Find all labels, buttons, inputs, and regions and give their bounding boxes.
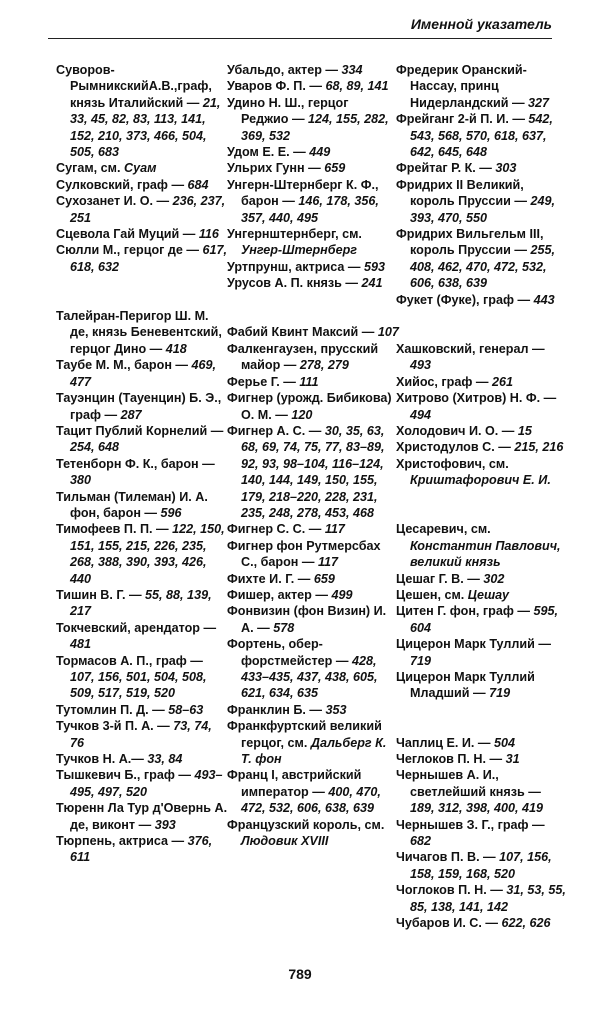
index-entry: [396, 521, 568, 570]
index-entry: [56, 702, 228, 718]
entry-pages: 499: [331, 587, 353, 602]
entry-pages: 73, 74, 76: [70, 719, 212, 750]
index-entry: [396, 735, 568, 751]
entry-pages: 302: [483, 571, 505, 586]
section-gap: [396, 308, 568, 341]
entry-name: Чеглоков П. Н. —: [396, 752, 506, 767]
entry-name: Тацит Публий Корнелий —: [56, 423, 224, 438]
entry-pages: 261: [491, 374, 513, 389]
entry-pages: 21, 33, 45, 82, 83, 113, 141, 152, 210, 373, 466, 504, 505, 683: [70, 95, 221, 160]
entry-name: Тучков Н. А.—: [56, 752, 148, 767]
running-header: Именной указатель: [410, 16, 552, 32]
entry-pages: 682: [410, 834, 432, 849]
entry-pages: 107: [377, 325, 399, 340]
entry-pages: 593: [363, 259, 385, 274]
entry-pages: 380: [70, 473, 92, 488]
entry-name: Цитен Г. фон, граф —: [396, 604, 534, 619]
page-number: 789: [288, 966, 312, 982]
entry-name: Сулковский, граф —: [56, 177, 188, 192]
entry-name: Сугам, см.: [56, 161, 124, 176]
index-entry: [227, 423, 399, 521]
index-entry: [227, 95, 399, 144]
entry-name: Сцевола Гай Муций —: [56, 227, 199, 242]
entry-pages: Суам: [123, 161, 157, 176]
entry-name: Фрейганг 2-й П. И. —: [396, 112, 529, 127]
index-entry: [396, 587, 568, 603]
index-entry: [227, 538, 399, 571]
index-entry: [227, 62, 399, 78]
entry-pages: 481: [70, 637, 92, 652]
entry-name: Цешен, см.: [396, 587, 468, 602]
index-entry: [227, 636, 399, 702]
entry-name: Чоглоков П. Н. —: [396, 883, 507, 898]
entry-name: Фишер, актер —: [227, 587, 332, 602]
index-entry: [56, 423, 228, 456]
index-entry: [396, 177, 568, 226]
index-entry: [396, 111, 568, 160]
index-entry: [56, 767, 228, 800]
entry-name: Фонвизин (фон Визин) И. А. —: [227, 604, 387, 635]
index-entry: [396, 571, 568, 587]
entry-pages: 595, 604: [410, 604, 559, 635]
entry-pages: 241: [361, 276, 383, 291]
index-entry: [396, 849, 568, 882]
entry-pages: 124, 155, 282, 369, 532: [241, 112, 389, 143]
entry-pages: 255, 408, 462, 470, 472, 532, 606, 638, 639: [410, 243, 556, 291]
index-entry: [227, 571, 399, 587]
entry-pages: 469, 477: [70, 358, 217, 389]
index-entry: [227, 521, 399, 537]
index-entry: [396, 603, 568, 636]
index-entry: [227, 78, 399, 94]
section-gap: [227, 292, 399, 325]
entry-name: Цицерон Марк Туллий Младший —: [396, 670, 535, 701]
entry-name: Тучков 3-й П. А. —: [56, 719, 174, 734]
entry-name: Тюренн Ла Тур д'Овернь А. де, виконт —: [56, 801, 228, 832]
entry-pages: 58–63: [168, 702, 204, 717]
index-entry: [227, 324, 399, 340]
entry-name: Фрейтаг Р. К. —: [396, 161, 496, 176]
index-entry: [56, 489, 228, 522]
entry-pages: 353: [325, 702, 347, 717]
entry-name: Сюлли М., герцог де —: [56, 243, 203, 258]
index-entry: [396, 751, 568, 767]
entry-pages: Дальберг К. Т. фон: [241, 735, 387, 767]
entry-pages: 249, 393, 470, 550: [410, 194, 556, 225]
entry-pages: 15: [517, 423, 532, 438]
entry-pages: 449: [309, 145, 331, 160]
entry-pages: 111: [299, 374, 319, 389]
entry-name: Франц I, австрийский император —: [227, 768, 362, 799]
index-entry: [56, 62, 228, 160]
entry-name: Фабий Квинт Максий —: [227, 325, 378, 340]
entry-pages: 493–495, 497, 520: [70, 768, 223, 799]
entry-name: Хийос, граф —: [396, 374, 492, 389]
index-entry: [56, 193, 228, 226]
index-entry: [227, 718, 399, 767]
entry-name: Суворов-РымникскийА.В.,граф, князь Италийский —: [56, 63, 212, 110]
entry-name: Сухозанет И. О. —: [56, 194, 173, 209]
entry-name: Фукет (Фуке), граф —: [396, 292, 534, 307]
entry-name: Хитрово (Хитров) Н. Ф. —: [396, 391, 557, 406]
index-entry: [56, 751, 228, 767]
entry-pages: Константин Павлович, великий князь: [410, 538, 561, 570]
index-entry: [56, 242, 228, 275]
index-entry: [56, 587, 228, 620]
index-entry: [396, 456, 568, 489]
index-entry: [56, 833, 228, 866]
entry-name: Фалкенгаузен, прусский майор —: [227, 341, 379, 373]
index-entry: [56, 177, 228, 193]
entry-name: Чернышев А. И., светлейший князь —: [396, 768, 541, 799]
entry-pages: 303: [495, 161, 517, 176]
entry-pages: 254, 648: [70, 440, 120, 455]
index-entry: [396, 817, 568, 850]
entry-name: Токчевский, арендатор —: [56, 620, 217, 635]
index-entry: [227, 374, 399, 390]
entry-pages: 287: [120, 407, 142, 422]
entry-pages: 659: [324, 161, 346, 176]
index-entry: [56, 653, 228, 702]
index-entry: [396, 669, 568, 702]
entry-pages: 418: [165, 341, 187, 356]
entry-pages: 189, 312, 398, 400, 419: [410, 801, 544, 816]
entry-name: Фридрих Вильгельм III, король Пруссии —: [396, 227, 544, 258]
entry-pages: 596: [160, 505, 182, 520]
entry-name: Цешаг Г. В. —: [396, 571, 484, 586]
index-entry: [227, 341, 399, 374]
entry-pages: 278, 279: [299, 358, 349, 373]
entry-pages: 443: [533, 292, 555, 307]
index-entry: [227, 144, 399, 160]
index-entry: [227, 160, 399, 176]
index-entry: [227, 390, 399, 423]
entry-pages: Криштафорович Е. И.: [410, 473, 551, 488]
entry-name: Франкфуртский великий герцог, см.: [227, 719, 382, 750]
index-entry: [227, 275, 399, 291]
entry-pages: 117: [317, 555, 339, 570]
index-entry: [227, 259, 399, 275]
entry-name: Фридрих II Великий, король Пруссии —: [396, 177, 531, 209]
entry-pages: 617, 618, 632: [70, 243, 227, 274]
entry-pages: 719: [410, 653, 432, 668]
entry-name: Тауэнцин (Тауенцин) Б. Э., граф —: [56, 391, 222, 422]
index-entry: [227, 767, 399, 816]
index-entry: [227, 603, 399, 636]
entry-name: Фигнер (урожд. Бибикова) О. М. —: [227, 391, 392, 422]
index-entry: [56, 521, 228, 587]
entry-pages: 33, 84: [147, 752, 183, 767]
index-entry: [56, 456, 228, 489]
entry-pages: 120: [291, 407, 313, 422]
entry-pages: 684: [187, 177, 209, 192]
entry-pages: 107, 156, 501, 504, 508, 509, 517, 519, 520: [70, 670, 207, 701]
entry-pages: 215, 216: [514, 440, 564, 455]
entry-name: Тильман (Тилеман) И. А. фон, барон —: [56, 489, 208, 520]
entry-pages: 504: [493, 735, 515, 750]
entry-pages: 116: [198, 227, 219, 242]
entry-name: Убальдо, актер —: [227, 63, 342, 77]
section-gap: [396, 702, 568, 735]
index-entry: [396, 915, 568, 931]
entry-name: Христодулов С. —: [396, 440, 515, 455]
index-column-2: [227, 62, 399, 849]
entry-pages: 393: [154, 817, 176, 832]
entry-pages: 493: [410, 358, 432, 373]
entry-pages: 622, 626: [501, 916, 551, 931]
entry-name: Холодович И. О. —: [396, 423, 518, 438]
index-entry: [56, 800, 228, 833]
entry-name: Ульрих Гунн —: [227, 161, 325, 176]
entry-name: Удино Н. Ш., герцог Реджио —: [227, 95, 349, 127]
entry-name: Цесаревич, см.: [396, 522, 491, 537]
entry-name: Фихте И. Г. —: [227, 571, 314, 586]
entry-name: Чаплиц Е. И. —: [396, 735, 494, 750]
entry-name: Фигнер А. С. —: [227, 423, 325, 438]
section-gap: [56, 275, 228, 308]
header-rule: [48, 38, 552, 39]
entry-name: Хашковский, генерал —: [396, 341, 545, 356]
index-entry: [227, 226, 399, 259]
entry-name: Унгерн-Штернберг К. Ф., барон —: [227, 177, 379, 209]
entry-name: Таубе М. М., барон —: [56, 358, 192, 373]
index-entry: [396, 390, 568, 423]
entry-pages: 494: [410, 407, 432, 422]
index-entry: [56, 718, 228, 751]
entry-name: Фигнер фон Рутмерсбах С., барон —: [227, 538, 381, 570]
entry-pages: 334: [341, 63, 363, 77]
entry-pages: 31, 53, 55, 85, 138, 141, 142: [410, 883, 566, 914]
entry-pages: 542, 543, 568, 570, 618, 637, 642, 645, 648: [410, 112, 553, 160]
index-entry: [56, 308, 228, 357]
entry-name: Тимофеев П. П. —: [56, 522, 173, 537]
entry-name: Франклин Б. —: [227, 702, 326, 717]
index-entry: [56, 160, 228, 176]
index-column-1: [56, 62, 228, 866]
index-entry: [227, 177, 399, 226]
index-entry: [396, 636, 568, 669]
entry-name: Тутомлин П. Д. —: [56, 702, 169, 717]
entry-pages: 30, 35, 63, 68, 69, 74, 75, 77, 83–89, 92, 93, 98–104, 116–124, 140, 144, 149, 150, 155, 179, 218–220, 228, 231, 235, 248, 278, 453, 468: [241, 423, 385, 520]
entry-pages: 107, 156, 158, 159, 168, 520: [410, 850, 552, 881]
entry-pages: 659: [313, 571, 335, 586]
entry-pages: 31: [505, 752, 520, 767]
index-entry: [396, 62, 568, 111]
entry-name: Цицерон Марк Туллий —: [396, 637, 551, 652]
entry-name: Талейран-Перигор Ш. М. де, князь Беневентский, герцог Дино —: [56, 309, 222, 356]
entry-pages: 327: [528, 95, 550, 110]
index-entry: [396, 292, 568, 308]
index-entry: [56, 390, 228, 423]
index-entry: [396, 374, 568, 390]
index-entry: [227, 587, 399, 603]
entry-pages: Цешау: [467, 587, 510, 602]
entry-name: Чичагов П. В. —: [396, 850, 500, 865]
index-entry: [396, 226, 568, 292]
entry-name: Тормасов А. П., граф —: [56, 653, 203, 668]
index-entry: [227, 702, 399, 718]
entry-pages: 428, 433–435, 437, 438, 605, 621, 634, 635: [241, 653, 378, 701]
entry-name: Французский король, см.: [227, 817, 385, 832]
entry-name: Фредерик Оранский-Нассау, принц Нидерландский —: [396, 63, 529, 110]
entry-pages: 55, 88, 139, 217: [70, 587, 212, 619]
index-entry: [396, 423, 568, 439]
entry-name: Уваров Ф. П. —: [227, 79, 326, 94]
entry-pages: 146, 178, 356, 357, 440, 495: [241, 194, 379, 225]
entry-name: Христофович, см.: [396, 456, 509, 471]
entry-pages: 122, 150, 151, 155, 215, 226, 235, 268, 388, 390, 393, 426, 440: [70, 522, 225, 586]
index-column-3: [396, 62, 568, 931]
entry-pages: 400, 470, 472, 532, 606, 638, 639: [241, 784, 381, 816]
index-entry: [396, 767, 568, 816]
entry-pages: Унгер-Штернберг: [241, 243, 357, 258]
entry-pages: 719: [489, 686, 511, 701]
entry-name: Урусов А. П. князь —: [227, 276, 362, 291]
entry-name: Тюрпень, актриса —: [56, 834, 188, 849]
entry-pages: 117: [324, 522, 345, 537]
entry-pages: 68, 89, 141: [325, 79, 389, 94]
entry-name: Тишин В. Г. —: [56, 587, 146, 602]
entry-name: Тышкевич Б., граф —: [56, 768, 195, 783]
entry-name: Чубаров И. С. —: [396, 916, 502, 931]
index-entry: [396, 341, 568, 374]
index-entry: [396, 160, 568, 176]
index-entry: [396, 439, 568, 455]
entry-name: Фигнер С. С. —: [227, 522, 325, 537]
entry-pages: Людовик XVIII: [241, 834, 329, 849]
index-entry: [227, 817, 399, 850]
entry-name: Унгернштернберг, см.: [227, 227, 362, 242]
index-entry: [56, 620, 228, 653]
entry-name: Удом Е. Е. —: [227, 145, 310, 160]
index-entry: [56, 226, 228, 242]
entry-name: Чернышев З. Г., граф —: [396, 817, 545, 832]
index-entry: [56, 357, 228, 390]
entry-name: Уртпрунш, актриса —: [227, 259, 364, 274]
entry-pages: 578: [273, 620, 295, 635]
entry-name: Фортень, обер-форстмейстер —: [227, 637, 352, 668]
section-gap: [396, 489, 568, 522]
entry-name: Ферье Г. —: [227, 374, 300, 389]
entry-pages: 236, 237, 251: [70, 194, 226, 225]
index-entry: [396, 882, 568, 915]
entry-name: Тетенборн Ф. К., барон —: [56, 456, 215, 471]
entry-pages: 376, 611: [70, 834, 213, 865]
